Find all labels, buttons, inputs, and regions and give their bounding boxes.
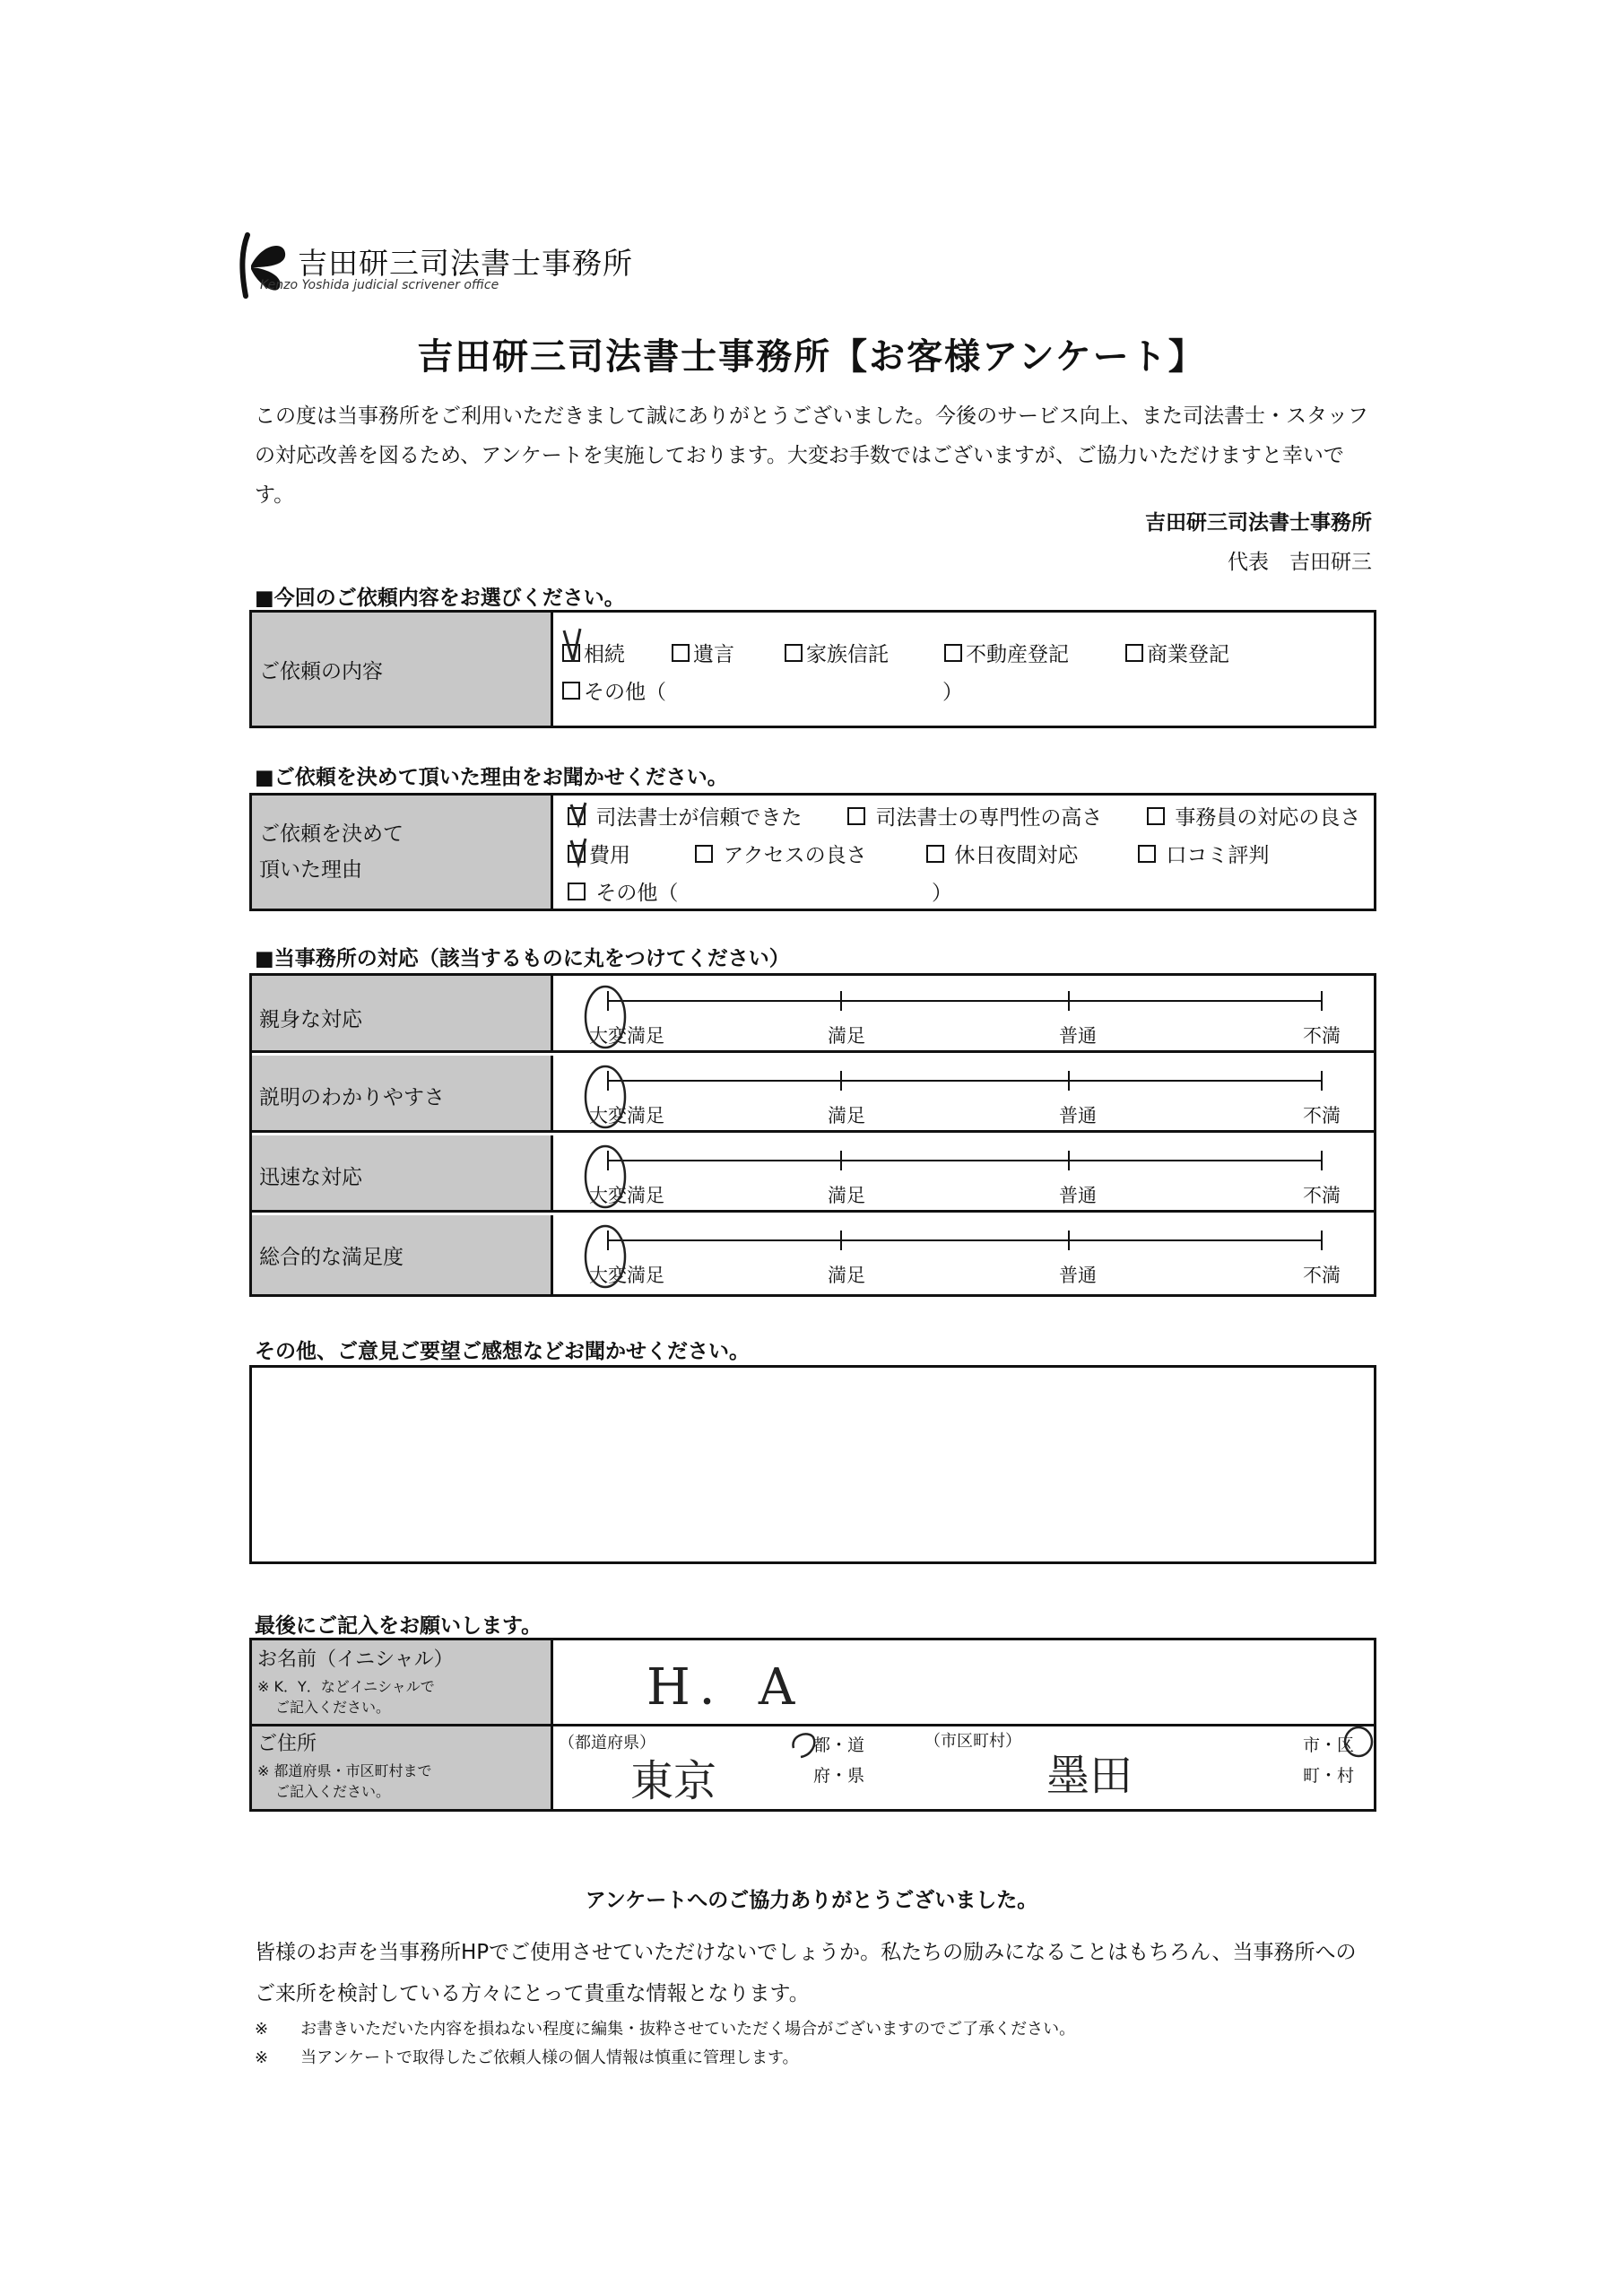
rating-row — [252, 1135, 1374, 1213]
q2-box — [249, 793, 1376, 911]
option-label: 商業登記 — [1147, 643, 1229, 666]
checkbox-icon[interactable] — [926, 845, 944, 863]
comments-textarea[interactable] — [249, 1365, 1376, 1564]
rating-scale[interactable] — [557, 976, 1374, 1050]
checkbox-icon[interactable] — [568, 883, 586, 900]
option-label: 遺言 — [693, 643, 734, 666]
checkbox-icon[interactable] — [944, 644, 962, 662]
rating-scale[interactable] — [557, 1135, 1374, 1210]
q1-heading: ■今回のご依頼内容をお選びください。 — [255, 587, 625, 610]
selection-circle-icon — [580, 1141, 634, 1213]
city-label: （市区町村） — [924, 1732, 1021, 1751]
scale-tick — [1068, 1231, 1070, 1250]
scale-label-dissatisfied[interactable]: 不満 — [1303, 1105, 1341, 1126]
note-privacy: ※ 当アンケートで取得したご依頼人様の個人情報は慎重に管理します。 — [255, 2048, 799, 2067]
selection-circle-icon — [580, 1061, 634, 1133]
logo-text: 吉田研三司法書士事務所 — [298, 246, 633, 281]
city-suffix-row2: 町・村 — [1303, 1766, 1355, 1786]
scale-label-very-satisfied[interactable]: 大変満足 — [589, 1025, 664, 1047]
selection-circle-icon — [580, 1221, 634, 1292]
rating-label: 説明のわかりやすさ — [252, 1056, 553, 1130]
scale-label-very-satisfied[interactable]: 大変満足 — [589, 1265, 664, 1286]
closing-message: アンケートへのご協力ありがとうございました。 — [585, 1889, 1038, 1912]
prefecture-suffix-row1: 都・道 — [813, 1735, 865, 1755]
checkbox-icon[interactable] — [1147, 807, 1165, 825]
intro-text: この度は当事務所をご利用いただきまして誠にありがとうございました。今後のサービス向上、また司法書士・スタッフの対応改善を図るため、アンケートを実施しております。大変お手数ではございますが、ご協力いただけますと幸いです。 — [255, 404, 1368, 507]
option-label: 家族信託 — [806, 643, 889, 666]
selection-circle-icon — [580, 981, 634, 1053]
scale-label-dissatisfied[interactable]: 不満 — [1303, 1025, 1341, 1047]
scale-tick — [840, 1071, 842, 1091]
scale-tick — [1068, 1071, 1070, 1091]
q2-label — [252, 796, 553, 909]
comments-value — [252, 1368, 1374, 1389]
q2-option-holiday[interactable] — [926, 839, 1078, 868]
city-value: 墨田 — [1046, 1751, 1133, 1801]
q1-option-shogyo[interactable] — [1125, 638, 1229, 667]
q2-label-line2: 頂いた理由 — [259, 858, 362, 882]
address-note1: ※ 都道府県・市区町村まで — [257, 1762, 432, 1779]
q1-option-kazoku-shintaku[interactable] — [785, 638, 889, 667]
q2-option-reviews[interactable] — [1138, 839, 1269, 868]
scale-label-satisfied[interactable]: 満足 — [828, 1105, 865, 1126]
q1-label: ご依頼の内容 — [252, 613, 553, 726]
option-label: 司法書士の専門性の高さ — [875, 806, 1103, 830]
q2-option-expertise[interactable] — [847, 801, 1102, 831]
scale-tick — [1068, 991, 1070, 1011]
checkbox-icon[interactable] — [785, 644, 803, 662]
signature-office: 吉田研三司法書士事務所 — [1145, 511, 1372, 535]
q3-box — [249, 973, 1376, 1297]
rating-scale[interactable] — [557, 1056, 1374, 1130]
name-label: お名前（イニシャル） — [257, 1648, 454, 1671]
checkbox-icon[interactable] — [847, 807, 865, 825]
name-label-cell — [252, 1640, 553, 1726]
q1-option-igon[interactable] — [672, 638, 734, 667]
rating-label: 総合的な満足度 — [252, 1215, 553, 1294]
scale-label-satisfied[interactable]: 満足 — [828, 1025, 865, 1047]
name-note1: ※ K．Y．などイニシャルで — [257, 1678, 435, 1695]
address-label: ご住所 — [257, 1733, 317, 1755]
outro-text: 皆様のお声を当事務所HPでご使用させていただけないでしょうか。私たちの励みになることはもちろん、当事務所へのご来所を検討している方々にとって貴重な情報となります。 — [255, 1941, 1357, 2005]
q2-option-other[interactable] — [568, 876, 678, 906]
q1-option-fudosan[interactable] — [944, 638, 1069, 667]
scale-tick — [1321, 1071, 1323, 1091]
option-label: 不動産登記 — [966, 643, 1069, 666]
q2-option-access[interactable] — [695, 839, 867, 868]
option-label: 相続 — [584, 643, 625, 666]
rating-row — [252, 1056, 1374, 1133]
address-label-cell — [252, 1726, 553, 1809]
rating-row — [252, 1215, 1374, 1294]
option-label: アクセスの良さ — [723, 844, 867, 867]
scale-tick — [1321, 991, 1323, 1011]
option-label: 口コミ評判 — [1166, 844, 1270, 867]
q2-option-trust[interactable] — [568, 801, 802, 831]
scale-label-normal[interactable]: 普通 — [1059, 1185, 1097, 1206]
prefecture-suffix-row2: 府・県 — [813, 1766, 865, 1786]
rating-label: 迅速な対応 — [252, 1135, 553, 1210]
scale-tick — [840, 1151, 842, 1170]
checkbox-icon[interactable] — [672, 644, 690, 662]
rating-scale[interactable] — [557, 1215, 1374, 1294]
scale-tick — [1068, 1151, 1070, 1170]
q2-heading: ■ご依頼を決めて頂いた理由をお聞かせください。 — [255, 766, 728, 789]
checkbox-icon[interactable] — [1125, 644, 1143, 662]
scale-line — [607, 1080, 1323, 1082]
checkbox-icon[interactable] — [695, 845, 713, 863]
selection-circle-icon — [788, 1728, 820, 1759]
scale-label-very-satisfied[interactable]: 大変満足 — [589, 1185, 664, 1206]
scale-label-normal[interactable]: 普通 — [1059, 1105, 1097, 1126]
option-label: 費用 — [589, 844, 630, 867]
q3-heading: ■当事務所の対応（該当するものに丸をつけてください） — [255, 947, 790, 970]
scale-label-normal[interactable]: 普通 — [1059, 1025, 1097, 1047]
scale-tick — [1321, 1231, 1323, 1250]
prefecture-value: 東京 — [630, 1756, 717, 1806]
signature-rep: 代表 吉田研三 — [1228, 551, 1372, 574]
q5-heading: 最後にご記入をお願いします。 — [255, 1614, 542, 1638]
scale-line — [607, 1239, 1323, 1241]
scale-tick — [840, 991, 842, 1011]
scale-tick — [840, 1231, 842, 1250]
check-mark-icon — [560, 625, 596, 665]
option-label: 休日夜間対応 — [954, 844, 1079, 867]
checkbox-icon[interactable] — [1138, 845, 1156, 863]
name-field[interactable] — [553, 1640, 1374, 1726]
q1-other-close: ） — [942, 681, 963, 704]
q1-box — [249, 610, 1376, 728]
scale-label-dissatisfied[interactable]: 不満 — [1303, 1185, 1341, 1206]
name-note2: ご記入ください。 — [275, 1699, 391, 1716]
logo-subtitle: Kenzo Yoshida judicial scrivener office — [260, 278, 499, 292]
selection-circle-icon — [1342, 1725, 1375, 1759]
option-label: 司法書士が信頼できた — [595, 806, 803, 830]
address-note2: ご記入ください。 — [275, 1783, 391, 1800]
scale-line — [607, 1000, 1323, 1002]
option-label: 事務員の対応の良さ — [1175, 806, 1361, 830]
scale-tick — [1321, 1151, 1323, 1170]
scale-label-dissatisfied[interactable]: 不満 — [1303, 1265, 1341, 1286]
q1-option-other[interactable] — [562, 675, 666, 705]
scale-label-very-satisfied[interactable]: 大変満足 — [589, 1105, 664, 1126]
city-suffix-row1: 市・区 — [1303, 1735, 1355, 1755]
q2-option-staff[interactable] — [1147, 801, 1360, 831]
option-label: その他（ — [584, 681, 666, 704]
checkbox-icon[interactable] — [562, 682, 580, 700]
scale-label-normal[interactable]: 普通 — [1059, 1265, 1097, 1286]
option-label: その他（ — [595, 882, 679, 905]
page-title: 吉田研三司法書士事務所【お客様アンケート】 — [417, 336, 1206, 378]
q2-label-line1: ご依頼を決めて — [259, 822, 404, 846]
rating-row — [252, 976, 1374, 1053]
rating-label: 親身な対応 — [252, 976, 553, 1050]
name-value: H．A — [647, 1658, 804, 1717]
prefecture-label: （都道府県） — [559, 1734, 655, 1752]
scale-label-satisfied[interactable]: 満足 — [828, 1265, 865, 1286]
note-editing: ※ お書きいただいた内容を損ねない程度に編集・抜粋させていただく場合がございますのでご了承ください。 — [255, 2020, 1076, 2039]
scale-line — [607, 1160, 1323, 1161]
scale-label-satisfied[interactable]: 満足 — [828, 1185, 865, 1206]
q4-heading: その他、ご意見ご要望ご感想などお聞かせください。 — [255, 1340, 750, 1363]
address-field[interactable] — [553, 1726, 1374, 1809]
q5-box — [249, 1638, 1376, 1812]
check-mark-icon — [566, 797, 598, 869]
q2-other-close: ） — [932, 882, 952, 905]
